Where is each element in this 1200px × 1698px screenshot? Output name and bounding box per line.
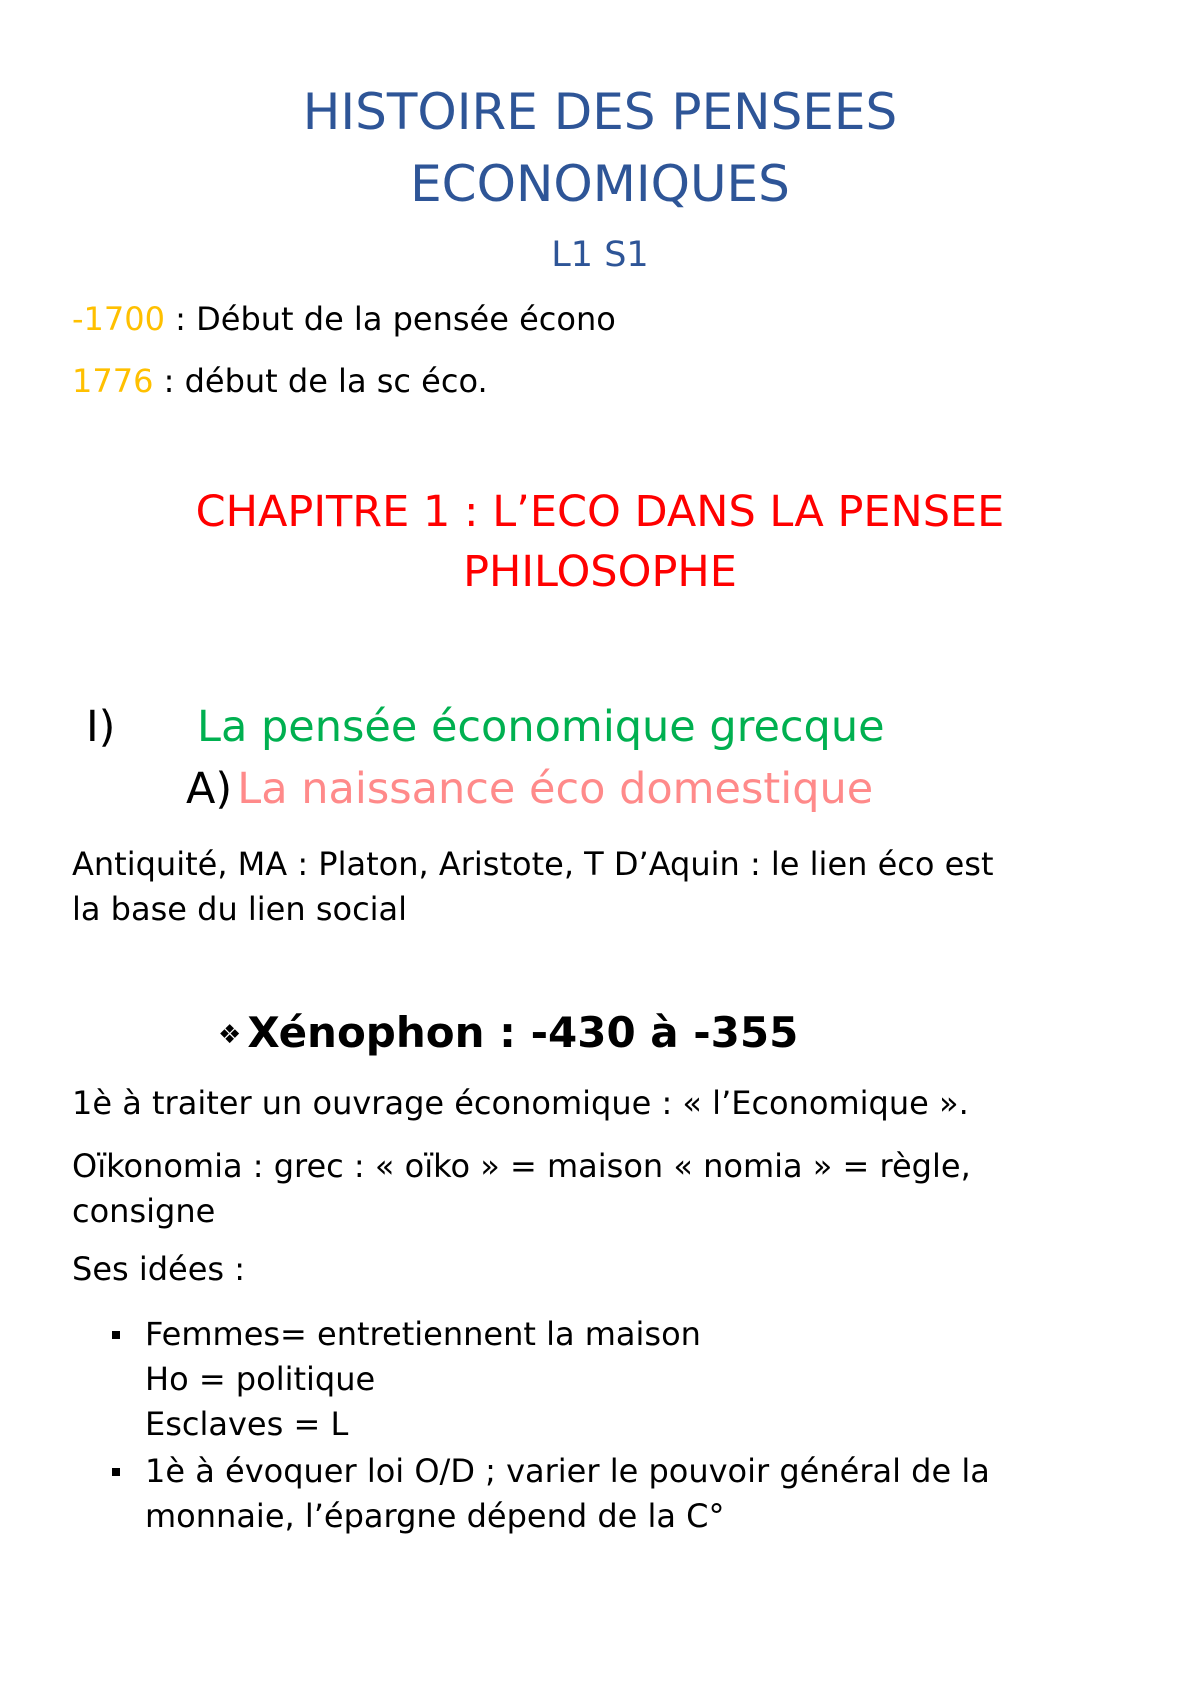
section-title: La pensée économique grecque — [197, 702, 885, 752]
list-item-line: Femmes= entretiennent la maison — [145, 1315, 701, 1353]
intro-line-2: la base du lien social — [72, 890, 408, 928]
timeline-entry — [72, 300, 616, 338]
paragraph-line-2: consigne — [72, 1192, 216, 1230]
list-item-line: monnaie, l’épargne dépend de la C° — [145, 1497, 725, 1535]
chapter-line-1: CHAPITRE 1 : L’ECO DANS LA PENSEE — [195, 487, 1005, 537]
document-title — [0, 76, 1200, 220]
list-item-line: Ho = politique — [145, 1360, 376, 1398]
list-item-line: Esclaves = L — [145, 1405, 349, 1443]
paragraph — [72, 1144, 971, 1234]
paragraph: 1è à traiter un ouvrage économique : « l’Economique ». — [72, 1084, 969, 1122]
timeline-entry — [72, 362, 488, 400]
person-heading-text: Xénophon : -430 à -355 — [247, 1008, 799, 1057]
list-item — [145, 1449, 990, 1539]
list-item-line: 1è à évoquer loi O/D ; varier le pouvoir général de la — [145, 1452, 990, 1490]
subsection-letter: A) — [186, 764, 233, 814]
timeline-date: -1700 — [72, 300, 165, 338]
timeline-date: 1776 — [72, 362, 154, 400]
subsection-heading — [186, 764, 873, 816]
chapter-heading — [0, 482, 1200, 602]
diamond-bullet-icon: ❖ — [218, 1020, 242, 1050]
title-line-2: ECONOMIQUES — [410, 155, 790, 213]
intro-line-1: Antiquité, MA : Platon, Aristote, T D’Aquin : le lien éco est — [72, 845, 994, 883]
paragraph-line-1: Oïkonomia : grec : « oïko » = maison « nomia » = règle, — [72, 1147, 971, 1185]
document-subtitle: L1 S1 — [551, 235, 649, 275]
timeline-text: : début de la sc éco. — [153, 362, 488, 400]
square-bullet-icon — [112, 1331, 120, 1339]
title-line-1: HISTOIRE DES PENSEES — [302, 83, 898, 141]
section-number: I) — [86, 702, 116, 752]
subsection-title: La naissance éco domestique — [237, 764, 874, 814]
intro-paragraph — [72, 842, 994, 932]
ideas-label: Ses idées : — [72, 1250, 246, 1288]
person-heading — [218, 1008, 798, 1058]
square-bullet-icon — [112, 1468, 120, 1476]
chapter-line-2: PHILOSOPHE — [463, 547, 737, 597]
list-item — [145, 1312, 701, 1447]
timeline-text: : Début de la pensée écono — [164, 300, 616, 338]
